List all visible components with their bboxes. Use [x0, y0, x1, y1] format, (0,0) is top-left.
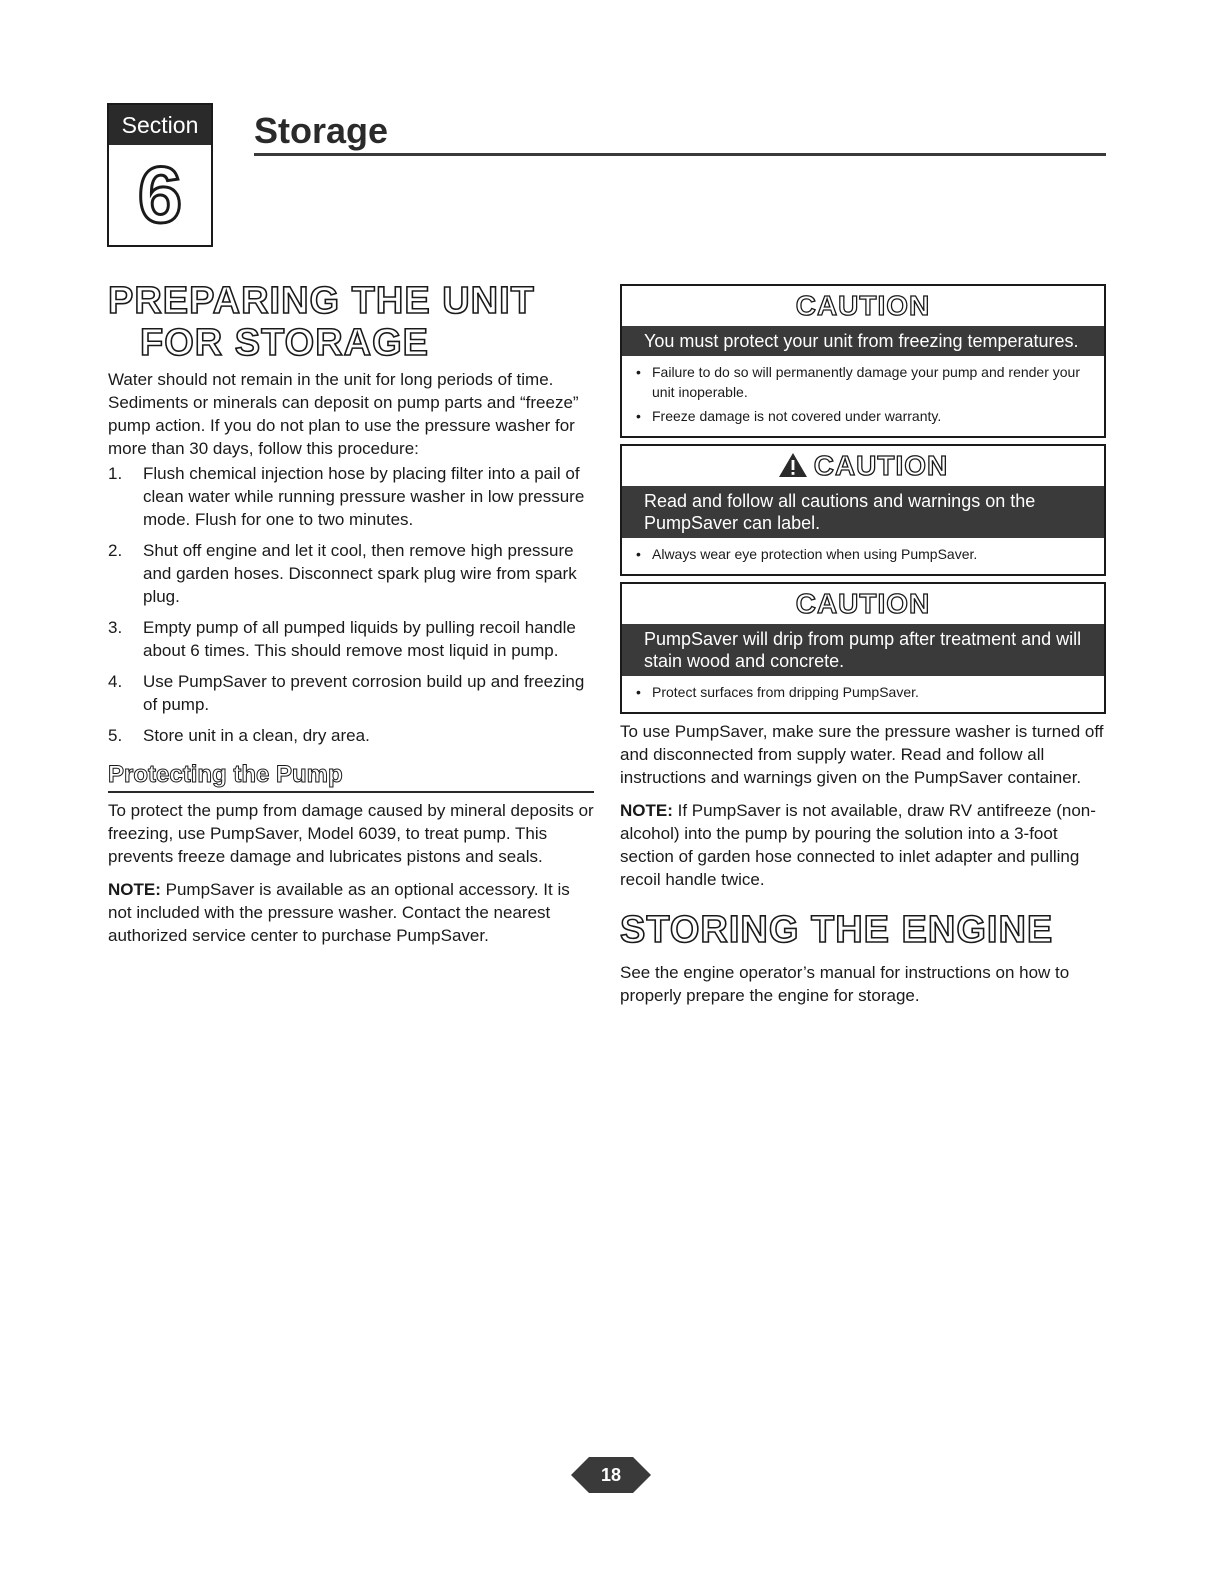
step-text: Use PumpSaver to prevent corrosion build up and freezing of pump. — [143, 672, 585, 714]
step-number: 2. — [108, 541, 123, 560]
procedure-step — [108, 462, 594, 531]
preparing-heading-line1: PREPARING THE UNIT — [108, 280, 535, 322]
section-badge — [107, 103, 213, 247]
title-divider — [254, 153, 1106, 156]
page-title: Storage — [254, 110, 389, 151]
caution-bullet-list — [622, 676, 1104, 712]
section-label: Section — [109, 105, 211, 145]
use-pumpsaver-paragraph: To use PumpSaver, make sure the pressure washer is turned off and disconnected from supply water. Read and follow all instructions and warnings given on the PumpSaver container. — [620, 722, 1104, 787]
caution-box-freezing — [620, 284, 1106, 438]
procedure-step — [108, 670, 594, 716]
note-text: If PumpSaver is not available, draw RV antifreeze (non-alcohol) into the pump by pouring the solution into a 3-foot section of garden hose connected to inlet adapter and pulling recoil handle twice. — [620, 801, 1096, 889]
right-column — [620, 284, 1106, 1007]
engine-heading: STORING THE ENGINE — [620, 909, 1054, 951]
caution-message: You must protect your unit from freezing temperatures. — [622, 326, 1104, 356]
caution-message: PumpSaver will drip from pump after treatment and will stain wood and concrete. — [622, 624, 1104, 676]
note-label: NOTE: — [108, 880, 161, 899]
left-column — [108, 280, 594, 947]
warning-triangle-icon — [778, 452, 808, 478]
protecting-paragraph: To protect the pump from damage caused by mineral deposits or freezing, use PumpSaver, Model 6039, to treat pump. This prevents freeze damage and lubricates pistons and seals. — [108, 801, 594, 866]
preparing-intro: Water should not remain in the unit for long periods of time. Sediments or minerals can deposit on pump parts and “freeze” pump action. If you do not plan to use the pressure washer for more than 30 days, follow this procedure: — [108, 370, 579, 458]
protecting-heading: Protecting the Pump — [108, 761, 594, 793]
note-text: PumpSaver is available as an optional accessory. It is not included with the pressure washer. Contact the nearest authorized service center to purchase PumpSaver. — [108, 880, 570, 945]
preparing-heading-line2: FOR STORAGE — [140, 322, 429, 364]
step-text: Store unit in a clean, dry area. — [143, 726, 370, 745]
caution-title-row — [622, 446, 1104, 486]
caution-bullet: • Freeze damage is not covered under warranty. — [632, 406, 1094, 426]
caution-title: CAUTION — [795, 290, 931, 321]
step-number: 3. — [108, 618, 123, 637]
page-number-badge — [571, 1455, 651, 1495]
procedure-list — [108, 462, 594, 747]
caution-bullet: • Failure to do so will permanently damage your pump and render your unit inoperable. — [632, 362, 1094, 402]
step-text: Flush chemical injection hose by placing filter into a pail of clean water while running pressure washer in low pressure mode. Flush for one to two minutes. — [143, 464, 585, 529]
procedure-step — [108, 616, 594, 662]
use-pumpsaver-note — [620, 799, 1106, 891]
note-label: NOTE: — [620, 801, 673, 820]
step-number: 1. — [108, 464, 123, 483]
caution-bullet-list — [622, 538, 1104, 574]
caution-title: CAUTION — [813, 450, 949, 481]
page-number: 18 — [600, 1465, 622, 1485]
caution-box-drip — [620, 582, 1106, 714]
engine-paragraph: See the engine operator’s manual for instructions on how to properly prepare the engine for storage. — [620, 963, 1070, 1005]
step-number: 4. — [108, 672, 123, 691]
preparing-heading — [108, 280, 594, 364]
caution-title: CAUTION — [795, 588, 931, 619]
procedure-step — [108, 724, 594, 747]
caution-message: Read and follow all cautions and warnings on the PumpSaver can label. — [622, 486, 1104, 538]
caution-bullet: • Always wear eye protection when using PumpSaver. — [632, 544, 1094, 564]
caution-bullet: • Protect surfaces from dripping PumpSaver. — [632, 682, 1094, 702]
caution-box-label — [620, 444, 1106, 576]
section-number: 6 — [137, 150, 183, 239]
procedure-step — [108, 539, 594, 608]
step-text: Shut off engine and let it cool, then remove high pressure and garden hoses. Disconnect spark plug wire from spark plug. — [143, 541, 577, 606]
caution-bullet-list — [622, 356, 1104, 436]
step-number: 5. — [108, 726, 123, 745]
protecting-note — [108, 878, 594, 947]
step-text: Empty pump of all pumped liquids by pulling recoil handle about 6 times. This should remove most liquid in pump. — [143, 618, 576, 660]
